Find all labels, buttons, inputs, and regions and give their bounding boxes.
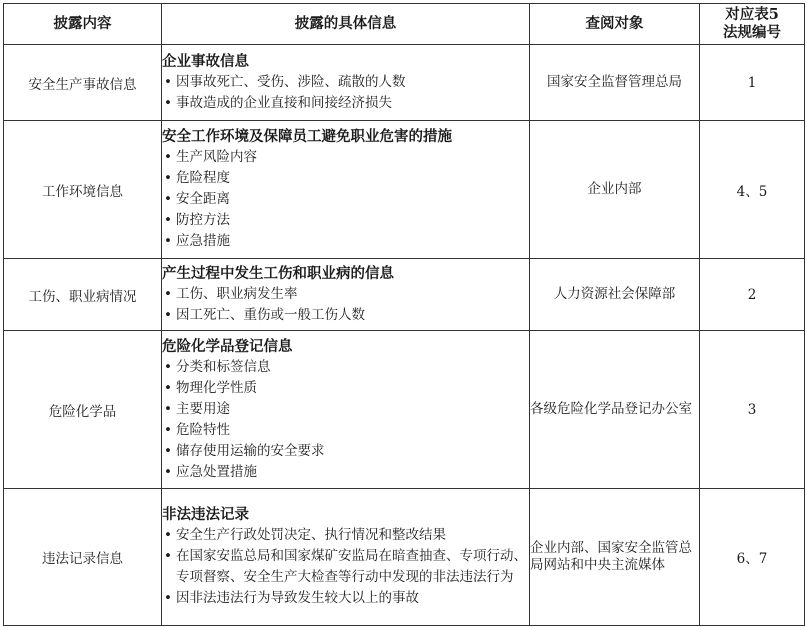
list-item-text: 物理化学性质: [176, 379, 257, 396]
list-item-text: 危险程度: [176, 170, 230, 186]
list-item-text: 防控方法: [176, 212, 230, 228]
bullet-icon: •: [164, 400, 172, 417]
item-cell: 工伤、职业病情况: [4, 259, 162, 331]
list-item-text: 主要用途: [176, 400, 230, 417]
list-item: [162, 305, 529, 326]
list-item: [162, 588, 529, 609]
list-item: [162, 147, 529, 168]
bullet-icon: •: [164, 358, 172, 375]
table-row: [4, 259, 805, 331]
list-item-text: 因事故死亡、受伤、涉险、疏散的人数: [176, 73, 406, 90]
item-cell: 危险化学品: [4, 331, 162, 489]
target-cell: 企业内部: [530, 121, 700, 259]
detail-title: 安全工作环境及保障员工避免职业危害的措施: [162, 128, 452, 145]
header-law: [700, 4, 805, 45]
list-item: [162, 441, 529, 462]
bullet-icon: •: [164, 73, 172, 90]
list-item: [162, 168, 529, 189]
target-cell: 国家安全监督管理总局: [530, 45, 700, 121]
detail-cell: [162, 45, 530, 121]
list-item: [162, 231, 529, 252]
detail-cell: [162, 489, 530, 626]
list-item-text: 在国家安监总局和国家煤矿安监局在暗查抽查、专项行动、专项督察、安全生产大检查等行动中发现的非法违法行为: [176, 548, 527, 585]
bullet-icon: •: [164, 149, 172, 165]
list-item: [162, 284, 529, 305]
list-item: [162, 546, 529, 588]
law-cell: 4、5: [700, 121, 805, 259]
table-row: [4, 331, 805, 489]
law-cell: 2: [700, 259, 805, 331]
list-item-text: 因非法违法行为导致发生较大以上的事故: [176, 590, 419, 606]
bullet-icon: •: [164, 191, 172, 207]
item-cell: 工作环境信息: [4, 121, 162, 259]
bullet-icon: •: [164, 94, 172, 111]
target-cell: 人力资源社会保障部: [530, 259, 700, 331]
law-cell: 1: [700, 45, 805, 121]
table-row: [4, 489, 805, 626]
list-item: [162, 420, 529, 441]
detail-cell: [162, 259, 530, 331]
detail-title: 企业事故信息: [162, 52, 249, 70]
bullet-list: [162, 357, 529, 483]
bullet-icon: •: [164, 285, 172, 302]
bullet-icon: •: [164, 463, 172, 480]
header-law-line1: 对应表5: [725, 6, 779, 23]
header-target: 查阅对象: [530, 4, 700, 45]
list-item-text: 工伤、职业病发生率: [176, 285, 298, 302]
detail-cell: [162, 331, 530, 489]
bullet-list: [162, 525, 529, 609]
header-detail: 披露的具体信息: [162, 4, 530, 45]
item-cell: 违法记录信息: [4, 489, 162, 626]
detail-cell: [162, 121, 530, 259]
bullet-icon: •: [164, 306, 172, 323]
list-item-text: 分类和标签信息: [176, 358, 271, 375]
list-item: [162, 357, 529, 378]
list-item-text: 事故造成的企业直接和间接经济损失: [176, 94, 392, 111]
bullet-icon: •: [164, 379, 172, 396]
list-item: [162, 189, 529, 210]
bullet-list: [162, 72, 529, 114]
bullet-icon: •: [164, 421, 172, 438]
detail-title: 危险化学品登记信息: [162, 337, 293, 355]
bullet-icon: •: [164, 170, 172, 186]
header-item: 披露内容: [4, 4, 162, 45]
table-row: [4, 45, 805, 121]
header-law-line2: 法规编号: [723, 24, 781, 41]
list-item-text: 安全距离: [176, 191, 230, 207]
law-cell: 6、7: [700, 489, 805, 626]
list-item: [162, 399, 529, 420]
item-cell: 安全生产事故信息: [4, 45, 162, 121]
list-item-text: 生产风险内容: [176, 149, 257, 165]
detail-title: 非法违法记录: [162, 506, 249, 523]
target-cell: 各级危险化学品登记办公室: [530, 331, 700, 489]
list-item: [162, 93, 529, 114]
bullet-icon: •: [164, 527, 172, 543]
bullet-list: [162, 284, 529, 326]
list-item-text: 危险特性: [176, 421, 230, 438]
law-cell: 3: [700, 331, 805, 489]
list-item: [162, 525, 529, 546]
bullet-icon: •: [164, 548, 172, 564]
list-item-text: 储存使用运输的安全要求: [176, 442, 325, 459]
list-item: [162, 210, 529, 231]
bullet-list: [162, 147, 529, 252]
detail-title: 产生过程中发生工伤和职业病的信息: [162, 264, 394, 282]
list-item: [162, 378, 529, 399]
bullet-icon: •: [164, 590, 172, 606]
list-item-text: 应急处置措施: [176, 463, 257, 480]
target-cell: 企业内部、国家安全监管总局网站和中央主流媒体: [530, 489, 700, 626]
list-item: [162, 462, 529, 483]
bullet-icon: •: [164, 212, 172, 228]
list-item-text: 安全生产行政处罚决定、执行情况和整改结果: [176, 527, 446, 543]
list-item-text: 应急措施: [176, 233, 230, 249]
table-row: [4, 121, 805, 259]
list-item: [162, 72, 529, 93]
bullet-icon: •: [164, 233, 172, 249]
disclosure-table: [3, 3, 805, 626]
header-row: [4, 4, 805, 45]
list-item-text: 因工死亡、重伤或一般工伤人数: [176, 306, 365, 323]
bullet-icon: •: [164, 442, 172, 459]
